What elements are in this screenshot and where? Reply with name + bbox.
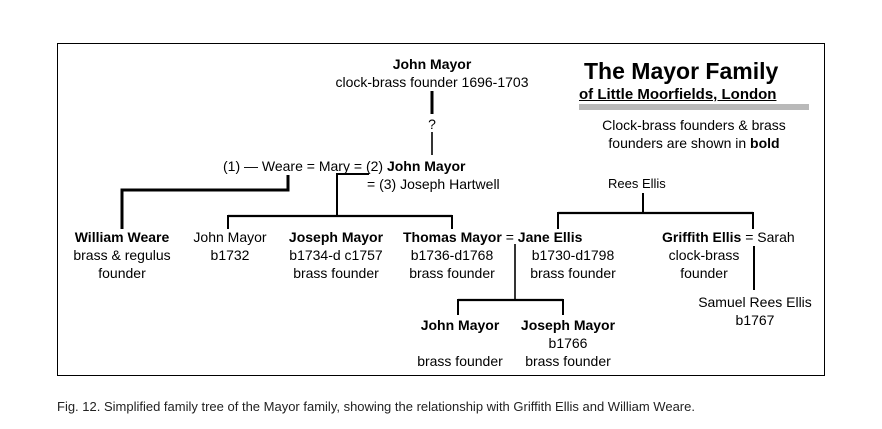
third-marriage: = (3) Joseph Hartwell xyxy=(367,176,500,192)
griffith-ellis-role-2: founder xyxy=(680,265,728,281)
diagram-subtitle: of Little Moorfields, London xyxy=(579,86,777,103)
person-joseph-mayor-1734 xyxy=(276,228,396,282)
thomas-mayor-dates: b1736-d1768 xyxy=(410,247,494,263)
rees-ellis: Rees Ellis xyxy=(608,176,666,191)
john-mayor-b1732-dates: b1732 xyxy=(210,247,250,263)
thomas-mayor-name-line: Thomas Mayor = Jane Ellis xyxy=(403,229,583,245)
subtitle-underline-shadow xyxy=(579,104,809,110)
legend-line-1: Clock-brass founders & brass xyxy=(602,117,786,133)
joseph-mayor-1734-dates: b1734-d c1757 xyxy=(289,247,383,263)
griffith-ellis-name-line xyxy=(662,228,795,246)
joseph-mayor-1766-dates: b1766 xyxy=(548,335,588,351)
jane-ellis-dates: b1730-d1798 xyxy=(531,247,615,263)
person-joseph-mayor-1766 xyxy=(508,316,628,370)
samuel-rees-ellis-name: Samuel Rees Ellis xyxy=(698,294,812,310)
john-mayor-grandson-role: brass founder xyxy=(417,353,503,369)
joseph-mayor-1766-role: brass founder xyxy=(525,353,611,369)
griffith-ellis-details xyxy=(654,246,754,282)
thomas-mayor-role: brass founder xyxy=(409,265,495,281)
legend-line-2: founders are shown in bold xyxy=(608,135,780,151)
weare-name: Weare xyxy=(261,158,303,174)
samuel-rees-ellis-dates: b1767 xyxy=(735,312,775,328)
jane-ellis-role: brass founder xyxy=(530,265,616,281)
joseph-mayor-1766-name: Joseph Mayor xyxy=(520,317,616,333)
mary-name: Mary xyxy=(318,158,350,174)
jane-ellis-name: Jane Ellis xyxy=(517,229,583,245)
sarah-spouse: = Sarah xyxy=(741,229,795,245)
unknown-generation-marker: ? xyxy=(428,116,436,132)
john-mayor-grandson-name: John Mayor xyxy=(420,317,500,333)
root-name: John Mayor xyxy=(392,56,472,72)
legend-note xyxy=(579,116,809,152)
line-weare-to-william xyxy=(122,175,288,229)
griffith-ellis-name: Griffith Ellis xyxy=(662,229,742,245)
figure-caption: Fig. 12. Simplified family tree of the Mayor family, showing the relationship with Griffith Ellis and William Weare. xyxy=(57,399,695,414)
william-weare-role-2: founder xyxy=(98,265,146,281)
joseph-mayor-1734-role: brass founder xyxy=(293,265,379,281)
john-mayor-grandson-spacer xyxy=(405,334,515,352)
diagram-title: The Mayor Family xyxy=(584,58,779,84)
thomas-mayor-details xyxy=(397,246,507,282)
person-william-weare xyxy=(57,228,187,282)
thomas-mayor-name: Thomas Mayor xyxy=(403,229,502,245)
marriage-line: (1) — Weare = Mary = (2) John Mayor xyxy=(223,158,466,174)
john-mayor-husband-name: John Mayor xyxy=(386,158,466,174)
person-samuel-rees-ellis xyxy=(690,293,820,329)
william-weare-name: William Weare xyxy=(74,229,170,245)
jane-ellis-details xyxy=(518,246,628,282)
person-john-mayor-grandson xyxy=(405,316,515,370)
william-weare-role-1: brass & regulus xyxy=(73,247,171,263)
griffith-ellis-role-1: clock-brass xyxy=(668,247,740,263)
root-role: clock-brass founder 1696-1703 xyxy=(335,74,529,90)
john-mayor-b1732-name: John Mayor xyxy=(193,229,267,245)
line-mayor-union-to-children xyxy=(337,174,369,216)
person-john-mayor-b1732 xyxy=(180,228,280,264)
joseph-mayor-1734-name: Joseph Mayor xyxy=(288,229,384,245)
